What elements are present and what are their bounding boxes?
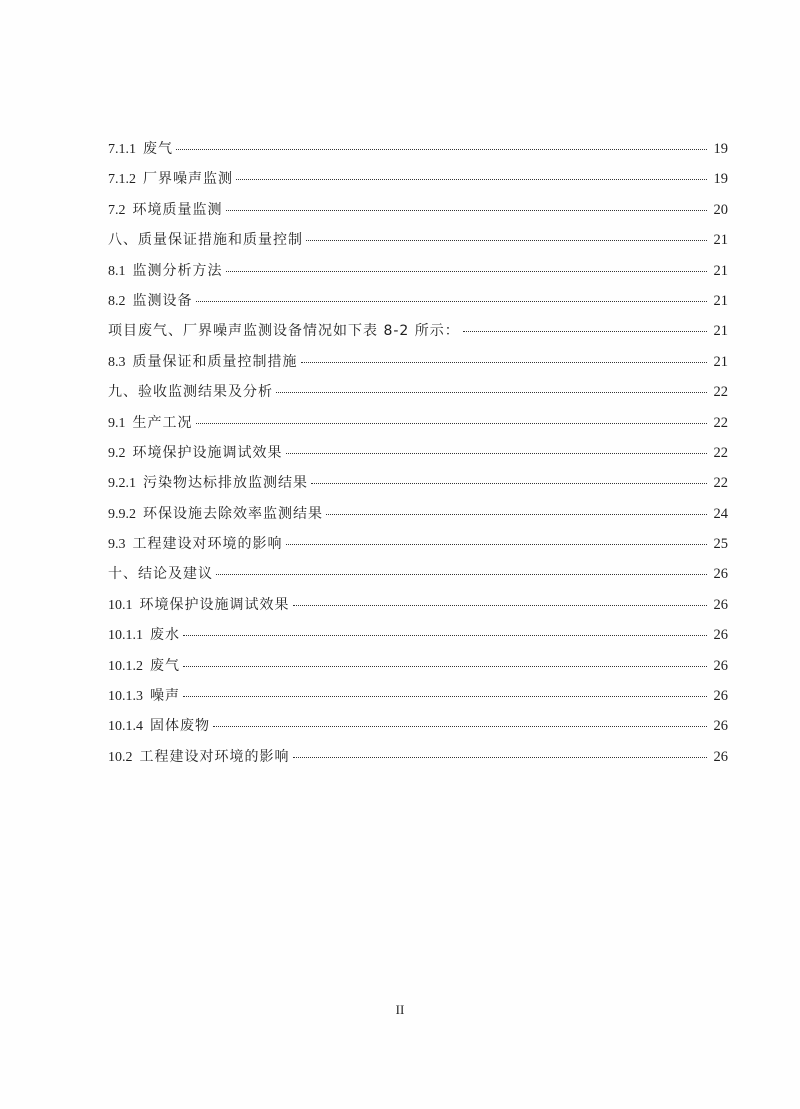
toc-entry[interactable] <box>108 748 728 778</box>
page-number: II <box>395 1002 405 1017</box>
toc-dot-leader <box>226 210 708 211</box>
toc-entry-page: 26 <box>713 657 728 674</box>
toc-entry-number: 10.2 <box>108 749 133 765</box>
toc-dot-leader <box>196 301 708 302</box>
toc-entry[interactable] <box>108 383 728 413</box>
toc-entry-page: 22 <box>713 384 728 401</box>
toc-dot-leader <box>176 149 707 150</box>
toc-entry-title: 污染物达标排放监测结果 <box>143 475 308 492</box>
toc-dot-leader <box>293 605 708 606</box>
toc-entry-title: 项目废气、厂界噪声监测设备情况如下表 8-2 所示： <box>108 323 460 340</box>
toc-entry-number: 8.3 <box>108 354 126 370</box>
toc-entry-title: 生产工况 <box>132 414 193 431</box>
toc-entry[interactable] <box>108 657 728 687</box>
toc-entry-number: 9.2.1 <box>108 476 136 492</box>
toc-entry-page: 26 <box>713 566 728 583</box>
toc-entry-page: 26 <box>713 596 728 613</box>
toc-entry-page: 19 <box>713 141 728 157</box>
toc-entry-title: 环境质量监测 <box>132 201 223 218</box>
toc-entry-page: 20 <box>713 201 728 218</box>
toc-dot-leader <box>183 696 707 697</box>
toc-entry[interactable] <box>108 505 728 535</box>
toc-entry-number: 10.1 <box>108 597 133 613</box>
toc-entry-page: 22 <box>713 444 728 461</box>
toc-entry-page: 21 <box>713 323 728 340</box>
toc-entry[interactable] <box>108 596 728 626</box>
toc-entry[interactable] <box>108 474 728 504</box>
toc-dot-leader <box>311 483 707 484</box>
toc-dot-leader <box>306 240 707 241</box>
toc-entry[interactable] <box>108 717 728 747</box>
toc-entry-page: 25 <box>713 536 728 553</box>
toc-dot-leader <box>301 362 708 363</box>
toc-entry-number: 10.1.2 <box>108 658 143 674</box>
toc-entry[interactable] <box>108 687 728 717</box>
toc-entry-title: 环境保护设施调试效果 <box>139 596 290 613</box>
toc-entry-page: 26 <box>713 718 728 735</box>
toc-entry-title: 监测设备 <box>132 292 193 309</box>
toc-entry[interactable] <box>108 565 728 595</box>
toc-dot-leader <box>326 514 707 515</box>
toc-dot-leader <box>226 271 708 272</box>
toc-entry-number: 9.2 <box>108 445 126 461</box>
toc-entry[interactable] <box>108 322 728 352</box>
toc-entry[interactable] <box>108 231 728 261</box>
toc-entry-title: 废气 <box>150 657 180 674</box>
toc-entry-title: 固体废物 <box>150 718 210 735</box>
toc-entry-number: 8.1 <box>108 263 126 279</box>
toc-entry-title: 质量保证和质量控制措施 <box>132 353 298 370</box>
toc-entry-number: 7.1.1 <box>108 142 136 157</box>
toc-entry[interactable] <box>108 140 728 170</box>
toc-dot-leader <box>236 179 707 180</box>
toc-entry[interactable] <box>108 201 728 231</box>
toc-dot-leader <box>183 635 707 636</box>
toc-dot-leader <box>213 726 707 727</box>
toc-entry-title: 八、质量保证措施和质量控制 <box>108 232 303 249</box>
toc-entry-title: 噪声 <box>150 688 180 705</box>
toc-entry[interactable] <box>108 626 728 656</box>
toc-entry-title: 工程建设对环境的影响 <box>139 748 290 765</box>
toc-dot-leader <box>183 666 707 667</box>
toc-entry[interactable] <box>108 292 728 322</box>
toc-entry-page: 26 <box>713 627 728 644</box>
toc-entry-title: 厂界噪声监测 <box>143 171 233 188</box>
toc-entry-number: 9.3 <box>108 537 126 553</box>
toc-entry[interactable] <box>108 535 728 565</box>
toc-entry-number: 10.1.1 <box>108 628 143 644</box>
toc-entry-number: 10.1.3 <box>108 689 143 705</box>
toc-entry-page: 19 <box>713 171 728 188</box>
toc-entry-title: 废气 <box>143 141 173 157</box>
toc-entry-number: 10.1.4 <box>108 719 143 735</box>
table-of-contents <box>108 140 728 778</box>
toc-entry-number: 7.2 <box>108 202 126 218</box>
toc-entry-number: 9.1 <box>108 415 126 431</box>
toc-entry-page: 21 <box>713 353 728 370</box>
toc-entry-title: 环保设施去除效率监测结果 <box>143 505 323 522</box>
toc-entry-number: 7.1.2 <box>108 172 136 188</box>
toc-dot-leader <box>196 423 708 424</box>
toc-entry-page: 21 <box>713 292 728 309</box>
toc-entry[interactable] <box>108 353 728 383</box>
toc-entry-title: 监测分析方法 <box>132 262 223 279</box>
toc-entry-number: 9.9.2 <box>108 506 136 522</box>
toc-entry[interactable] <box>108 170 728 200</box>
toc-entry-title: 工程建设对环境的影响 <box>132 536 283 553</box>
toc-entry[interactable] <box>108 444 728 474</box>
toc-entry-number: 8.2 <box>108 293 126 309</box>
toc-dot-leader <box>293 757 708 758</box>
toc-entry-title: 九、验收监测结果及分析 <box>108 384 273 401</box>
toc-dot-leader <box>286 453 708 454</box>
toc-dot-leader <box>216 574 707 575</box>
toc-entry[interactable] <box>108 262 728 292</box>
toc-entry-title: 十、结论及建议 <box>108 566 213 583</box>
toc-entry-page: 24 <box>713 505 728 522</box>
toc-entry-page: 26 <box>713 748 728 765</box>
toc-entry-page: 26 <box>713 688 728 705</box>
toc-entry-page: 21 <box>713 262 728 279</box>
toc-dot-leader <box>286 544 708 545</box>
toc-entry-page: 22 <box>713 414 728 431</box>
toc-entry-title: 废水 <box>150 627 180 644</box>
toc-entry[interactable] <box>108 414 728 444</box>
toc-dot-leader <box>463 331 707 332</box>
toc-entry-page: 22 <box>713 475 728 492</box>
toc-entry-title: 环境保护设施调试效果 <box>132 444 283 461</box>
toc-dot-leader <box>276 392 707 393</box>
toc-entry-page: 21 <box>713 232 728 249</box>
